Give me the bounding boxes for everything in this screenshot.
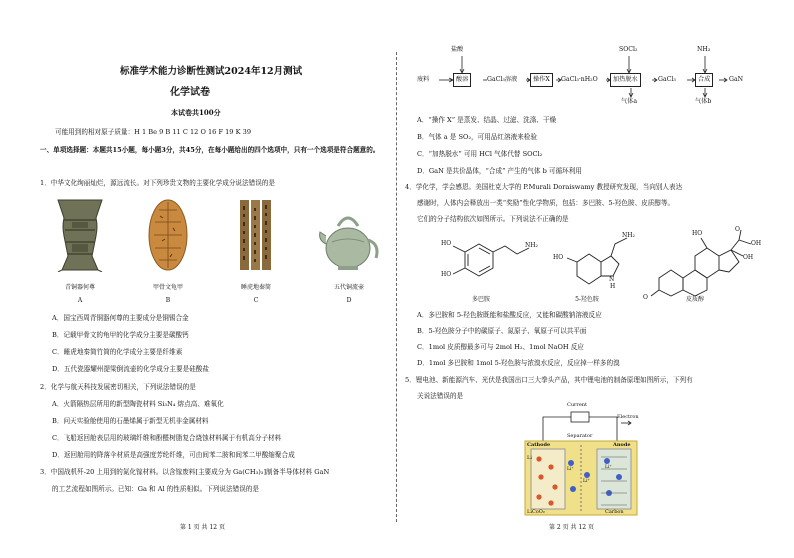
- q1-stem: 1．中华文化绚丽灿烂，源远流长。对下列珍贵文物的主要化学成分说法错误的是: [40, 179, 275, 187]
- gan-process-flow: [399, 40, 794, 115]
- flow-gas-b: 气体b: [695, 98, 712, 105]
- cortisol-o: O: [643, 294, 648, 301]
- serotonin-h: H: [610, 283, 616, 290]
- celadon-teapot-image: [318, 206, 380, 272]
- reagent-hcl: 盐酸: [451, 46, 464, 53]
- q4-line-3: 它们的分子结构依次如图所示。下列说法不正确的是: [417, 215, 569, 223]
- battery-li-ion-2: Li⁺: [583, 479, 590, 484]
- score-note: 本试卷共100分: [171, 108, 221, 117]
- step-acid-leach: 酸溶: [453, 73, 471, 87]
- dopamine-ho-1: HO: [441, 240, 452, 247]
- q2-stem: 2．化学与航天科技发展密切相关，下列说法错误的是: [40, 383, 196, 391]
- molecule-name-cortisol: 皮质醇: [685, 296, 704, 303]
- q4-option-a: A．多巴胺和 5-羟色胺既能和盐酸反应，又能和碳酸钠溶液反应: [417, 311, 602, 319]
- q1-option-b: B．记载甲骨文的龟甲的化学成分主要是碳酸钙: [52, 331, 189, 339]
- q4-line-2: 感谢时，人体内会释放出一类“奖励”性化学物质，包括：多巴胺、5-羟色胺、皮质醇等。: [417, 199, 675, 207]
- cortisol-o-2: O: [735, 226, 740, 233]
- q3-line-1: 3．中国战机歼-20 上用到的氮化镓材料。以含镓废料[主要成分为 Ga(CH₃)₃]制备半导体材料 GaN: [40, 468, 330, 476]
- reagent-nh3: NH₃: [697, 46, 711, 53]
- q1-option-a: A．国宝西周青铜器何尊的主要成分是铜锡合金: [52, 314, 189, 322]
- battery-current-label: Current: [567, 402, 588, 408]
- battery-li-label: Li: [527, 455, 532, 461]
- molecule-name-serotonin: 5-羟色胺: [575, 296, 599, 303]
- q1-option-d: D．五代瓷器耀州提梁倒流壶的化学成分主要是硅酸盐: [52, 365, 209, 373]
- footer-page-1: 第 1 页 共 12 页: [180, 524, 225, 531]
- battery-anode-label: Anode: [613, 442, 631, 448]
- artifact-caption-c: 睡虎地秦简: [240, 284, 271, 291]
- bronze-vessel-image: [52, 196, 108, 272]
- flow-waste: 废料: [417, 76, 430, 83]
- cortisol-oh-1: OH: [751, 240, 762, 247]
- artifact-letter-a: A: [77, 297, 83, 304]
- dopamine-nh2: NH₂: [525, 242, 538, 249]
- section-title: 一、单项选择题：本题共15小题，每小题3分，共45分，在每小题给出的四个选项中，只有一个选项是符合题意的。: [40, 146, 380, 154]
- right-page: [399, 0, 794, 558]
- step-synthesis: 合成: [695, 73, 713, 87]
- q2-option-a: A．火箭隔热层所用的新型陶瓷材料 Si₃N₄ 熔点高、难氧化: [52, 400, 224, 408]
- dopamine-ho-2: HO: [441, 271, 452, 278]
- battery-separator-label: Separator: [567, 433, 593, 439]
- q4-option-b: B．5-羟色胺分子中的碳原子、氮原子、氧原子可以共平面: [417, 327, 587, 335]
- battery-li-ion-3: Li⁺: [605, 465, 612, 470]
- atomic-masses: 可能用到的相对原子质量：H 1 Be 9 B 11 C 12 O 16 F 19 K 39: [55, 128, 252, 136]
- battery-electron-label: Electron: [617, 414, 639, 420]
- step-heat-dehydrate: 加热脱水: [610, 73, 641, 87]
- battery-cathode-label: Cathode: [527, 442, 551, 448]
- q3-option-b: B．气体 a 是 SO₂，可用品红溶液来检验: [417, 133, 537, 141]
- q4-option-c: C．1mol 皮质醇最多可与 2mol H₂、1mol NaOH 反应: [417, 343, 584, 351]
- serotonin-ho: HO: [553, 254, 564, 261]
- battery-licoo2-label: LiCoO₂: [527, 509, 545, 515]
- artifact-letter-d: D: [346, 297, 352, 304]
- q2-option-c: C．飞船返回舱表层用的玻璃纤维和酚醛树脂复合烧蚀材料属于有机高分子材料: [52, 434, 282, 442]
- cortisol-ho: HO: [692, 230, 703, 237]
- flow-gacl3-hydrate: GaCl₃·nH₂O: [561, 76, 598, 83]
- subject-title: 化学试卷: [170, 87, 210, 98]
- molecule-name-dopamine: 多巴胺: [471, 296, 490, 303]
- artifact-caption-a: 青铜器何尊: [64, 284, 95, 291]
- q3-line-2: 的工艺流程如图所示。已知：Ga 和 Al 的性质相似。下列说法错误的是: [52, 485, 259, 493]
- q5-line-2: 关说法错误的是: [417, 392, 464, 400]
- q2-option-d: D．返回舱用的降落伞材质是高强度芳纶纤维，可由间苯二胺和间苯二甲酸缩聚合成: [52, 451, 295, 459]
- q1-option-c: C．睡虎地秦简竹简的化学成分主要是纤维素: [52, 348, 183, 356]
- exam-title: 标准学术能力诊断性测试2024年12月测试: [120, 66, 303, 77]
- q3-option-d: D．GaN 是共价晶体，“合成” 产生的气体 b 可循环利用: [417, 167, 582, 175]
- q4-option-d: D．1mol 多巴胺和 1mol 5-羟色胺与浓溴水反应，反应掉一样多的溴: [417, 359, 620, 367]
- molecule-structures: [439, 226, 769, 304]
- q4-line-1: 4．学化学，学会感恩。美国杜克大学的 P.Murali Doraiswamy 教授研究发现，当向别人表达: [405, 183, 683, 191]
- step-operation-x: 操作X: [530, 73, 553, 87]
- left-page: [0, 0, 396, 558]
- flow-gas-a: 气体a: [621, 98, 638, 105]
- reagent-socl2: SOCl₂: [619, 46, 638, 53]
- battery-li-ion-1: Li⁺: [567, 467, 574, 472]
- artifact-caption-d: 五代铜流壶: [333, 284, 364, 291]
- q3-option-c: C．“加热脱水” 可用 HCl 气体代替 SOCl₂: [417, 150, 543, 158]
- oracle-bone-image: [145, 198, 191, 272]
- cortisol-oh-2: OH: [743, 254, 754, 261]
- flow-gan: GaN: [729, 76, 744, 83]
- artifact-letter-b: B: [165, 297, 171, 304]
- footer-page-2: 第 2 页 共 12 页: [549, 524, 594, 531]
- artifact-caption-b: 甲骨文龟甲: [152, 284, 183, 291]
- flow-gacl3-solution: GaCl₃溶液: [487, 76, 518, 83]
- q5-line-1: 5．锂电池、新能源汽车、光伏是我国出口三大拳头产品，其中锂电池的制备原理如图所示，下列有: [405, 376, 693, 384]
- serotonin-nh2: NH₂: [622, 232, 635, 239]
- page-divider: [396, 52, 397, 522]
- lithium-battery-diagram: [521, 402, 641, 517]
- bamboo-slips-image: [238, 198, 274, 272]
- q2-option-b: B．问天实验舱使用的石墨烯属于新型无机非金属材料: [52, 417, 209, 425]
- serotonin-n: N: [609, 276, 615, 283]
- q3-option-a: A．“操作 X” 是蒸发、结晶、过滤、洗涤、干燥: [417, 116, 557, 124]
- battery-carbon-label: Carbon: [605, 509, 624, 515]
- flow-gacl3: GaCl₃: [658, 76, 676, 83]
- artifact-letter-c: C: [253, 297, 259, 304]
